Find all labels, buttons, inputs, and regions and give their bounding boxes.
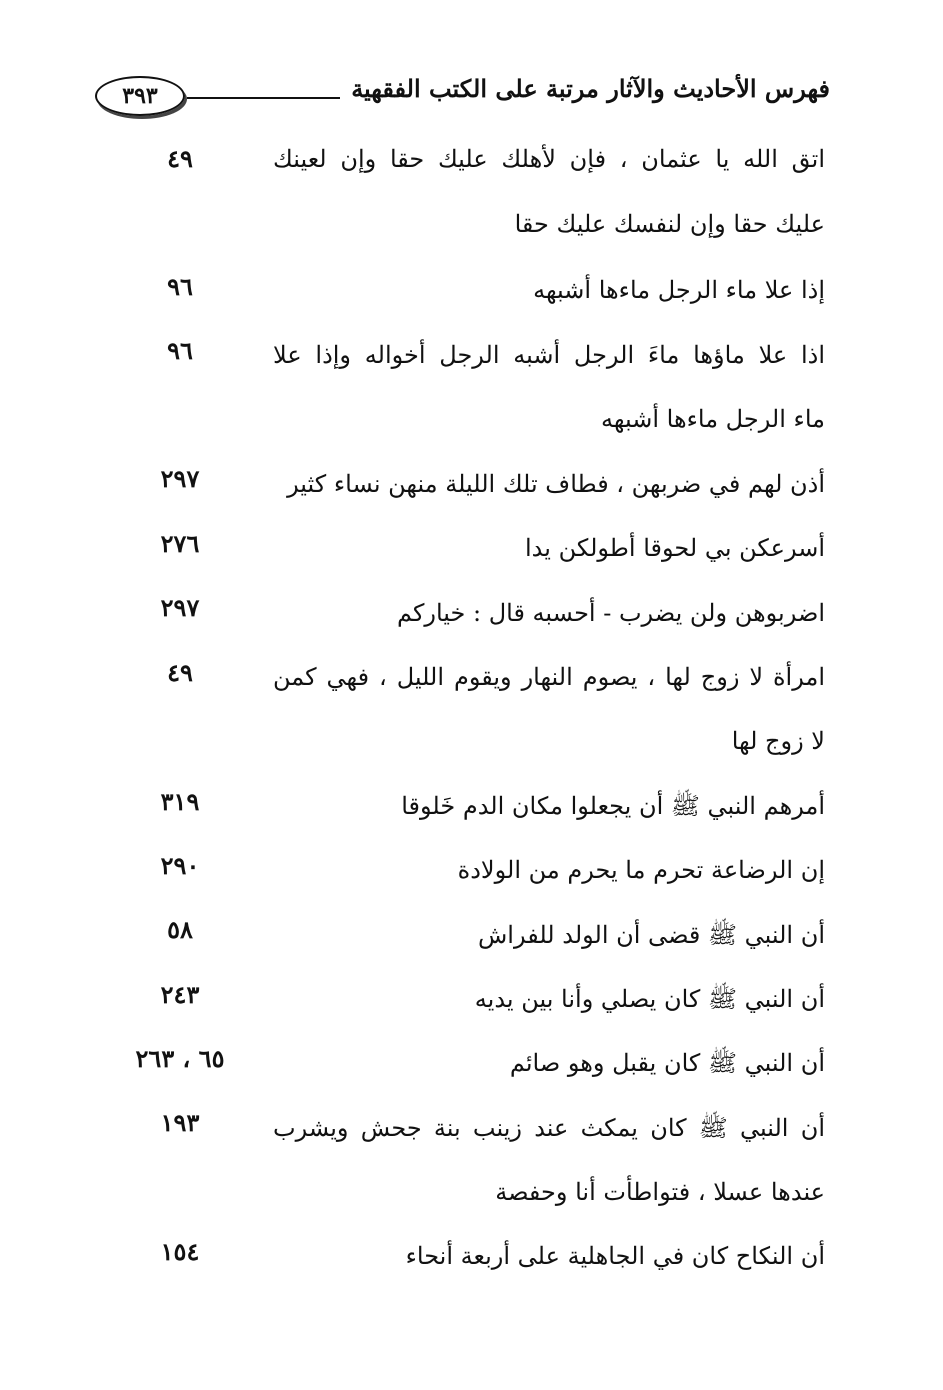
running-title: فهرس الأحاديث والآثار مرتبة على الكتب الفقهية [351,74,830,103]
entry-page-ref: ٩٦ [167,336,193,365]
entry-line: عليك حقا وإن لنفسك عليك حقا [514,210,825,238]
entry-page-ref: ٦٥ ، ٢٦٣ [135,1044,225,1073]
entry-line: أن النكاح كان في الجاهلية على أربعة أنحاء [405,1242,825,1270]
entry-page-ref: ٢٤٣ [160,980,200,1009]
entry-page-ref: ١٩٣ [160,1108,200,1137]
page-number: ٣٩٣ [122,83,158,109]
entry-line: اضربوهن ولن يضرب - أحسبه قال : خياركم [396,599,825,627]
entry-page-ref: ٩٦ [167,272,193,301]
entry-line: إن الرضاعة تحرم ما يحرم من الولادة [457,856,825,884]
entry-line: أن النبي ﷺ كان يقبل وهو صائم [509,1049,825,1077]
entry-line: اذا علا ماؤها ماءَ الرجل أشبه الرجل أخواله وإذا علا [273,341,825,369]
entry-line: أمرهم النبي ﷺ أن يجعلوا مكان الدم خَلوقا [401,792,825,820]
entry-line: امرأة لا زوج لها ، يصوم النهار ويقوم الليل ، فهي كمن [273,663,825,691]
entry-line: لا زوج لها [731,727,825,755]
entry-line: أن النبي ﷺ كان يمكث عند زينب بنة جحش ويشرب [273,1114,825,1142]
entry-page-ref: ٤٩ [167,658,193,687]
entry-line: اتق الله يا عثمان ، فإن لأهلك عليك حقا وإن لعينك [273,145,825,173]
entry-line: أن النبي ﷺ قضى أن الولد للفراش [477,921,825,949]
entry-line: أن النبي ﷺ كان يصلي وأنا بين يديه [474,985,825,1013]
entry-page-ref: ٢٩٠ [160,851,200,880]
entry-page-ref: ١٥٤ [160,1237,200,1266]
entry-page-ref: ٢٩٧ [160,464,200,493]
entry-page-ref: ٤٩ [167,144,193,173]
entry-page-ref: ٣١٩ [160,787,200,816]
entry-line: إذا علا ماء الرجل ماءها أشبهه [533,276,825,304]
entry-line: ماء الرجل ماءها أشبهه [601,405,825,433]
entry-page-ref: ٢٩٧ [160,593,200,622]
entry-line: أسرعكن بي لحوقا أطولكن يدا [525,534,825,562]
entry-page-ref: ٥٨ [167,915,193,944]
entry-line: أذن لهم في ضربهن ، فطاف تلك الليلة منهن نساء كثير [287,470,825,498]
entry-page-ref: ٢٧٦ [160,529,200,558]
entry-line: عندها عسلا ، فتواطأت أنا وحفصة [495,1178,825,1206]
